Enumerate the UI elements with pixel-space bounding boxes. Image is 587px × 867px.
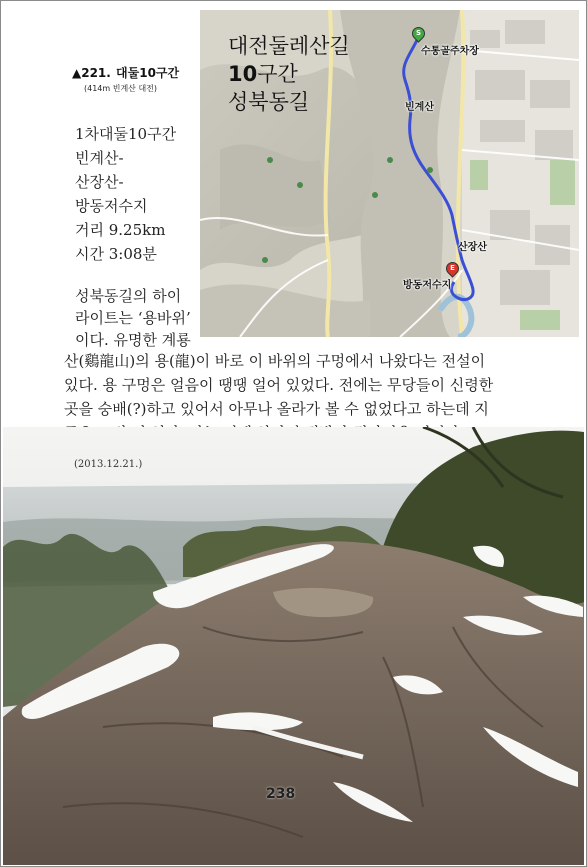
course-subtitle: (414m 빈계산 대전) xyxy=(84,84,158,93)
map-title-line3: 성북동길 xyxy=(228,90,310,114)
end-marker-letter: E xyxy=(450,264,455,272)
map-title-number: 10 xyxy=(228,62,258,86)
course-title-text: 대둘10구간 xyxy=(116,66,180,80)
photo-date: (2013.12.21.) xyxy=(74,459,143,470)
intro-line: 라이트는 ‘용바위’ xyxy=(75,309,191,327)
page-number: 238 xyxy=(266,786,296,802)
map-title xyxy=(228,32,350,116)
info-line: 시간 3:08분 xyxy=(75,245,157,263)
intro-text xyxy=(75,285,199,351)
map-title-line2 xyxy=(228,60,350,88)
course-header xyxy=(72,64,179,94)
body-line: 곳을 숭배(?)하고 있어서 아무나 올라가 볼 수 없었다고 하는데 지 xyxy=(64,400,489,418)
course-info xyxy=(75,122,176,266)
info-line: 거리 9.25km xyxy=(75,221,166,239)
info-line: 1차대둘10구간 xyxy=(75,125,177,143)
start-marker-letter: S xyxy=(415,29,422,37)
course-title-prefix: ▲221. xyxy=(72,66,111,80)
info-line: 산장산- xyxy=(75,173,124,191)
info-line: 방동저수지 xyxy=(75,197,148,215)
info-line: 빈계산- xyxy=(75,149,124,167)
map-title-unit: 구간 xyxy=(257,62,298,86)
map-label-end: 방동저수지 xyxy=(403,280,452,291)
intro-line: 성북동길의 하이 xyxy=(75,287,182,305)
map-title-line1: 대전둘레산길 xyxy=(228,34,350,58)
map-label-start: 수통골주차장 xyxy=(421,46,479,57)
body-line: 있다. 용 구멍은 얼음이 땡땡 얼어 있었다. 전에는 무당들이 신령한 xyxy=(64,376,494,394)
map-label-mountain1: 빈계산 xyxy=(405,102,434,113)
course-title xyxy=(72,64,179,81)
body-line: 산(鷄龍山)의 용(龍)이 바로 이 바위의 구멍에서 나왔다는 전설이 xyxy=(64,352,486,370)
intro-line: 이다. 유명한 계룡 xyxy=(75,331,191,349)
map-label-mountain2: 산장산 xyxy=(458,242,487,253)
route-map xyxy=(200,10,579,337)
